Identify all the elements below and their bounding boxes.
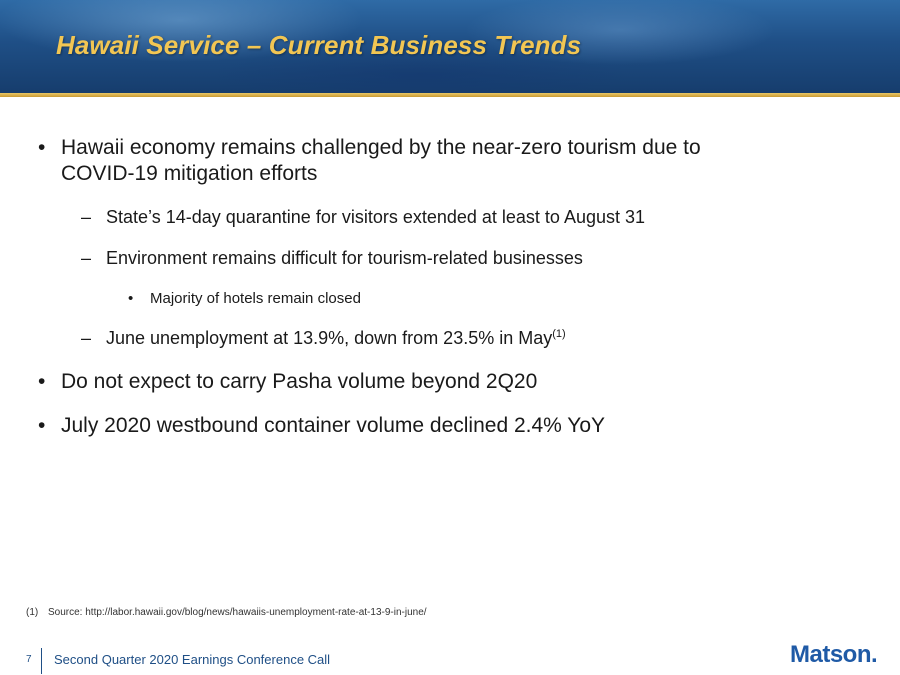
sub-bullet-text: Environment remains difficult for tourism-related businesses [106, 248, 583, 268]
footer-divider [41, 648, 42, 674]
bullet-text: Do not expect to carry Pasha volume beyond 2Q20 [61, 370, 538, 393]
slide-title: Hawaii Service – Current Business Trends [56, 30, 582, 60]
bullet-marker: • [38, 370, 46, 393]
bullet-marker: • [38, 414, 46, 437]
bullet-text-continued: COVID-19 mitigation efforts [61, 162, 318, 185]
bullet-marker: • [128, 290, 134, 307]
sub-bullet-item [81, 206, 781, 228]
dash-marker: – [81, 248, 92, 268]
sub-bullet-item [81, 247, 781, 269]
bullet-item [38, 369, 798, 395]
header-banner [0, 0, 900, 93]
bullet-text: July 2020 westbound container volume declined 2.4% YoY [61, 414, 606, 437]
footnote [26, 607, 427, 618]
footnote-reference: (1) [552, 328, 566, 340]
bullet-marker: • [38, 136, 46, 159]
footer-text: Second Quarter 2020 Earnings Conference Call [54, 652, 331, 667]
header-accent-line [0, 93, 900, 97]
dash-marker: – [81, 328, 92, 348]
matson-logo: Matson. [790, 641, 878, 668]
sub-bullet-text: State’s 14-day quarantine for visitors extended at least to August 31 [106, 207, 646, 227]
bullet-item [38, 413, 798, 439]
sub-bullet-text: June unemployment at 13.9%, down from 23.5% in May [106, 328, 553, 348]
footnote-number: (1) [26, 607, 39, 618]
bullet-item [38, 135, 798, 187]
footnote-source: Source: http://labor.hawaii.gov/blog/news/hawaiis-unemployment-rate-at-13-9-in-june/ [48, 607, 427, 618]
sub-sub-bullet-item [128, 289, 628, 308]
bullet-text: Hawaii economy remains challenged by the near-zero tourism due to [61, 136, 701, 159]
page-number: 7 [26, 654, 32, 665]
sub-sub-bullet-text: Majority of hotels remain closed [150, 290, 361, 307]
dash-marker: – [81, 207, 92, 227]
sub-bullet-item [81, 327, 781, 349]
